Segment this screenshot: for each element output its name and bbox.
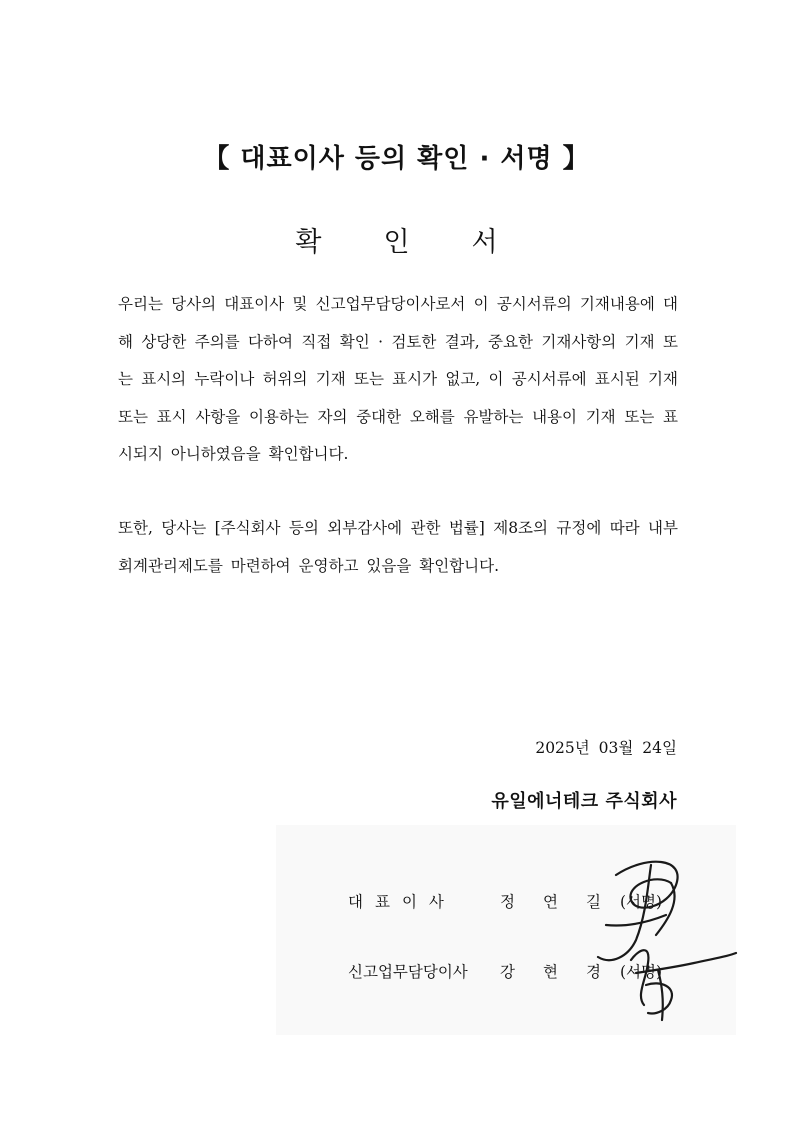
page-heading: 【 대표이사 등의 확인 · 서명 】 [203, 144, 590, 174]
company-name: 유일에너테크 주식회사 [491, 791, 677, 812]
ceo-role-label: 대표이사 [348, 893, 456, 911]
handwritten-signature-icon [576, 845, 746, 1035]
director-role-label: 신고업무담당이사 [348, 963, 468, 981]
director-name: 강현경 [500, 963, 629, 981]
confirmation-paragraph: 우리는 당사의 대표이사 및 신고업무담당이사로서 이 공시서류의 기재내용에 대해 상당한 주의를 다하여 직접 확인 · 검토한 결과, 중요한 기재사항의 기재 또는 표시의 누락이나 허위의 기재 또는 표시가 없고, 이 공시서류에 표시된 기재 또는 표시 사항을 이용하는 자의 중대한 오해를 유발하는 내용이 기재 또는 표시되지 아니하였음을 확인합니다. [118, 295, 678, 463]
director-seal-label: (서명) [620, 963, 663, 981]
ceo-name: 정연길 [500, 893, 629, 911]
document-title: 확인서 [295, 227, 560, 258]
document-date: 2025년 03월 24일 [535, 739, 677, 757]
internal-control-paragraph: 또한, 당사는 [주식회사 등의 외부감사에 관한 법률] 제8조의 규정에 따라 내부회계관리제도를 마련하여 운영하고 있음을 확인합니다. [118, 519, 678, 575]
ceo-seal-label: (서명) [620, 893, 663, 911]
